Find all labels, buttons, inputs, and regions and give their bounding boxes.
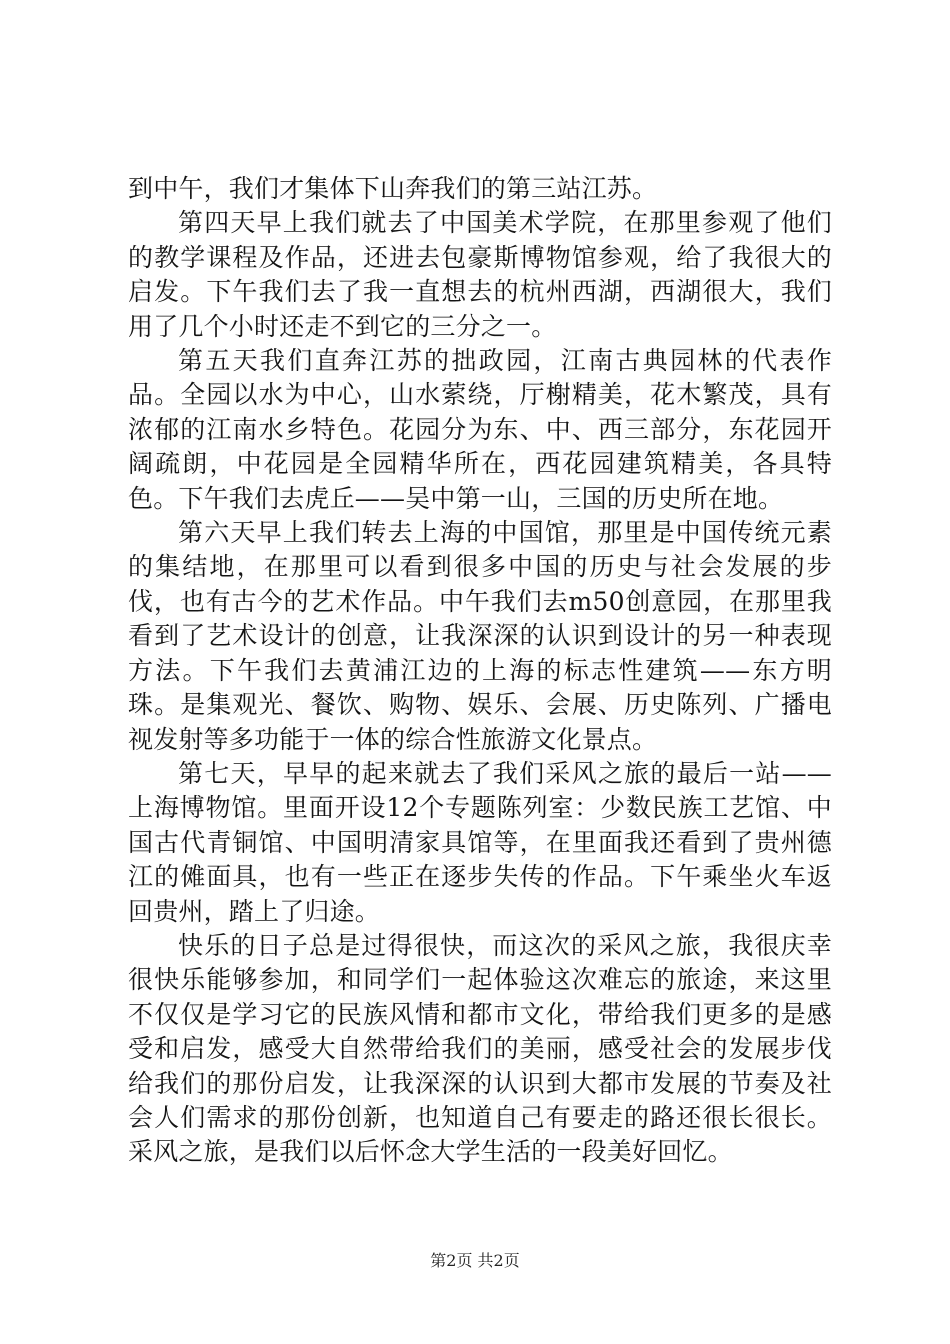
paragraph-conclusion: 快乐的日子总是过得很快，而这次的采风之旅，我很庆幸很快乐能够参加，和同学们一起体验这次难忘的旅途，来这里不仅仅是学习它的民族风情和都市文化，带给我们更多的是感受和启发，感受大自然带给我们的美丽，感受社会的发展步伐给我们的那份启发，让我深深的认识到大都市发展的节奏及社会人们需求的那份创新，也知道自己有要走的路还很长很长。采风之旅，是我们以后怀念大学生活的一段美好回忆。 — [128, 930, 832, 1167]
paragraph-day-six: 第六天早上我们转去上海的中国馆，那里是中国传统元素的集结地，在那里可以看到很多中国的历史与社会发展的步伐，也有古今的艺术作品。中午我们去m50创意园，在那里我看到了艺术设计的创意，让我深深的认识到设计的另一种表现方法。下午我们去黄浦江边的上海的标志性建筑——东方明珠。是集观光、餐饮、购物、娱乐、会展、历史陈列、广播电视发射等多功能于一体的综合性旅游文化景点。 — [128, 518, 832, 754]
document-body — [128, 172, 832, 1170]
paragraph-day-seven: 第七天，早早的起来就去了我们采风之旅的最后一站——上海博物馆。里面开设12个专题陈列室：少数民族工艺馆、中国古代青铜馆、中国明清家具馆等，在里面我还看到了贵州德江的傩面具，也有一些正在逐步失传的作品。下午乘坐火车返回贵州，踏上了归途。 — [128, 758, 832, 926]
paragraph-day-four: 第四天早上我们就去了中国美术学院，在那里参观了他们的教学课程及作品，还进去包豪斯博物馆参观，给了我很大的启发。下午我们去了我一直想去的杭州西湖，西湖很大，我们用了几个小时还走不到它的三分之一。 — [128, 208, 832, 341]
paragraph-continued: 到中午，我们才集体下山奔我们的第三站江苏。 — [128, 174, 658, 203]
page-number-footer: 第2页 共2页 — [430, 1251, 520, 1270]
paragraph-day-five: 第五天我们直奔江苏的拙政园，江南古典园林的代表作品。全园以水为中心，山水萦绕，厅榭精美，花木繁茂，具有浓郁的江南水乡特色。花园分为东、中、西三部分，东花园开阔疏朗，中花园是全园精华所在，西花园建筑精美，各具特色。下午我们去虎丘——吴中第一山，三国的历史所在地。 — [128, 346, 832, 513]
